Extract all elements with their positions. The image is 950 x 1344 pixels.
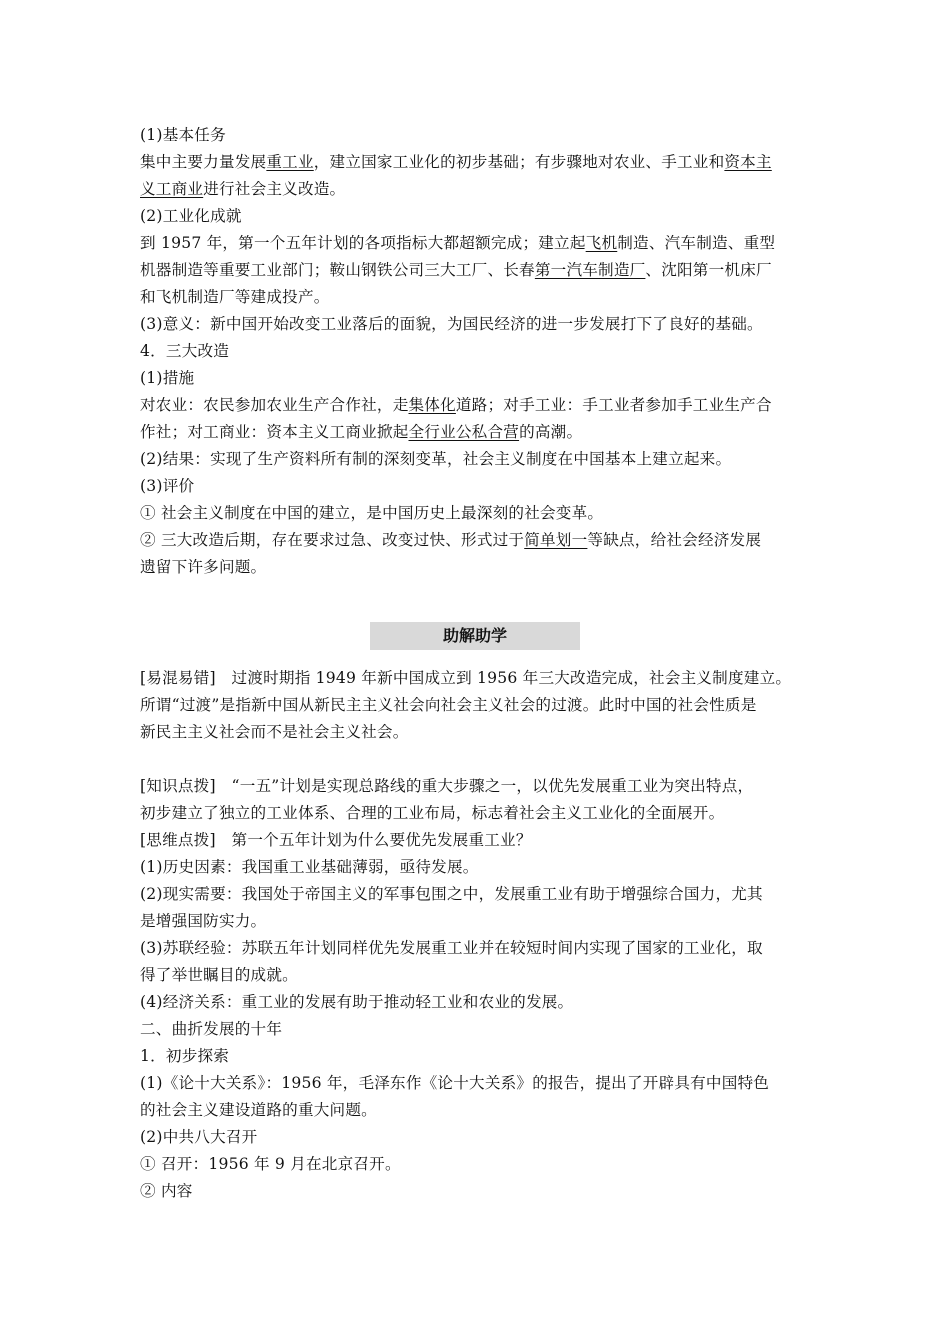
text-segment: 道路；对手工业：手工业者参加手工业生产合: [455, 396, 772, 414]
underlined-term: 全行业公私合营: [408, 423, 520, 441]
text-segment: 和飞机制造厂等建成投产。: [140, 288, 330, 306]
text-segment: 新民主主义社会而不是社会主义社会。: [140, 723, 409, 741]
text-line: [140, 367, 194, 389]
text-line: [140, 340, 229, 362]
text-segment: 的高潮。: [519, 423, 583, 441]
section-banner: [370, 622, 580, 650]
text-segment: ② 内容: [140, 1182, 193, 1200]
text-line: [140, 694, 757, 716]
text-line: [140, 910, 266, 932]
underlined-term: 义工商业: [140, 180, 204, 198]
text-line: [140, 721, 409, 743]
text-segment: (2)结果：实现了生产资料所有制的深刻变革，社会主义制度在中国基本上建立起来。: [140, 450, 732, 468]
text-line: [140, 883, 763, 905]
text-segment: (1)历史因素：我国重工业基础薄弱，亟待发展。: [140, 858, 479, 876]
text-line: [140, 205, 242, 227]
text-line: [140, 1045, 229, 1067]
text-segment: (3)苏联经验：苏联五年计划同样优先发展重工业并在较短时间内实现了国家的工业化，取: [140, 939, 763, 957]
text-line: [140, 937, 763, 959]
text-line: [140, 1180, 193, 1202]
text-segment: (3)评价: [140, 477, 195, 495]
text-segment: 机器制造等重要工业部门；鞍山钢铁公司三大工厂、长春: [140, 261, 535, 279]
text-line: [140, 448, 731, 470]
text-line: [140, 802, 724, 824]
text-line: [140, 556, 266, 578]
underlined-term: 简单划一: [524, 531, 588, 549]
text-segment: 作社；对工商业：资本主义工商业掀起: [140, 423, 409, 441]
text-line: [140, 286, 330, 308]
text-segment: ① 社会主义制度在中国的建立，是中国历史上最深刻的社会变革。: [140, 504, 604, 522]
text-segment: 、沈阳第一机床厂: [645, 261, 772, 279]
text-segment: ② 三大改造后期，存在要求过急、改变过快、形式过于: [140, 531, 525, 549]
text-segment: 对农业：农民参加农业生产合作社，走: [140, 396, 409, 414]
text-segment: 所谓“过渡”是指新中国从新民主主义社会向社会主义社会的过渡。此时中国的社会性质是: [140, 696, 757, 714]
text-segment: 二、曲折发展的十年: [140, 1020, 283, 1038]
underlined-term: 第一汽车制造厂: [534, 261, 646, 279]
text-line: [140, 829, 532, 851]
text-segment: 4．三大改造: [140, 342, 230, 360]
underlined-term: 飞机: [585, 234, 618, 252]
underlined-term: 重工业: [266, 153, 314, 171]
text-line: [140, 394, 772, 416]
text-line: [140, 529, 761, 551]
text-line: [140, 124, 226, 146]
underlined-term: 集体化: [408, 396, 456, 414]
text-line: [140, 502, 603, 524]
text-line: [140, 259, 772, 281]
text-segment: (3)意义：新中国开始改变工业落后的面貌，为国民经济的进一步发展打下了良好的基础。: [140, 315, 763, 333]
text-line: [140, 313, 763, 335]
text-segment: 遗留下许多问题。: [140, 558, 267, 576]
text-line: [140, 1018, 282, 1040]
text-segment: [知识点拨] “一五”计划是实现总路线的重大步骤之一，以优先发展重工业为突出特点，: [140, 777, 754, 795]
text-line: [140, 775, 753, 797]
text-segment: (1)措施: [140, 369, 195, 387]
text-segment: (1)基本任务: [140, 126, 226, 144]
text-line: [140, 475, 194, 497]
text-segment: 到 1957 年，第一个五年计划的各项指标大都超额完成；建立起: [140, 234, 586, 252]
text-segment: 的社会主义建设道路的重大问题。: [140, 1101, 377, 1119]
text-segment: 进行社会主义改造。: [203, 180, 346, 198]
text-segment: (2)工业化成就: [140, 207, 242, 225]
text-segment: (1)《论十大关系》：1956 年，毛泽东作《论十大关系》的报告，提出了开辟具有中国特色: [140, 1074, 770, 1092]
text-line: [140, 964, 298, 986]
text-line: [140, 178, 345, 200]
text-segment: 集中主要力量发展: [140, 153, 267, 171]
text-segment: (2)中共八大召开: [140, 1128, 258, 1146]
text-line: [140, 151, 772, 173]
text-segment: 是增强国防实力。: [140, 912, 267, 930]
section-banner-title: 助解助学: [442, 626, 507, 645]
text-line: [140, 421, 582, 443]
text-segment: ，建立国家工业化的初步基础；有步骤地对农业、手工业和: [313, 153, 725, 171]
text-line: [140, 1072, 769, 1094]
text-line: [140, 232, 775, 254]
text-segment: 1．初步探索: [140, 1047, 230, 1065]
text-segment: [思维点拨] 第一个五年计划为什么要优先发展重工业？: [140, 831, 532, 849]
text-line: [140, 991, 573, 1013]
text-segment: [易混易错] 过渡时期指 1949 年新中国成立到 1956 年三大改造完成，社会主义制度建立。: [140, 669, 792, 687]
text-segment: ① 召开：1956 年 9 月在北京召开。: [140, 1155, 401, 1173]
text-line: [140, 1153, 401, 1175]
text-line: [140, 1099, 377, 1121]
text-segment: 初步建立了独立的工业体系、合理的工业布局，标志着社会主义工业化的全面展开。: [140, 804, 725, 822]
text-segment: 制造、汽车制造、重型: [617, 234, 776, 252]
text-line: [140, 1126, 257, 1148]
text-line: [140, 667, 791, 689]
underlined-term: 资本主: [724, 153, 772, 171]
text-line: [140, 856, 479, 878]
text-segment: (4)经济关系：重工业的发展有助于推动轻工业和农业的发展。: [140, 993, 574, 1011]
text-segment: 等缺点，给社会经济发展: [587, 531, 762, 549]
text-segment: 得了举世瞩目的成就。: [140, 966, 298, 984]
text-segment: (2)现实需要：我国处于帝国主义的军事包围之中，发展重工业有助于增强综合国力，尤其: [140, 885, 763, 903]
